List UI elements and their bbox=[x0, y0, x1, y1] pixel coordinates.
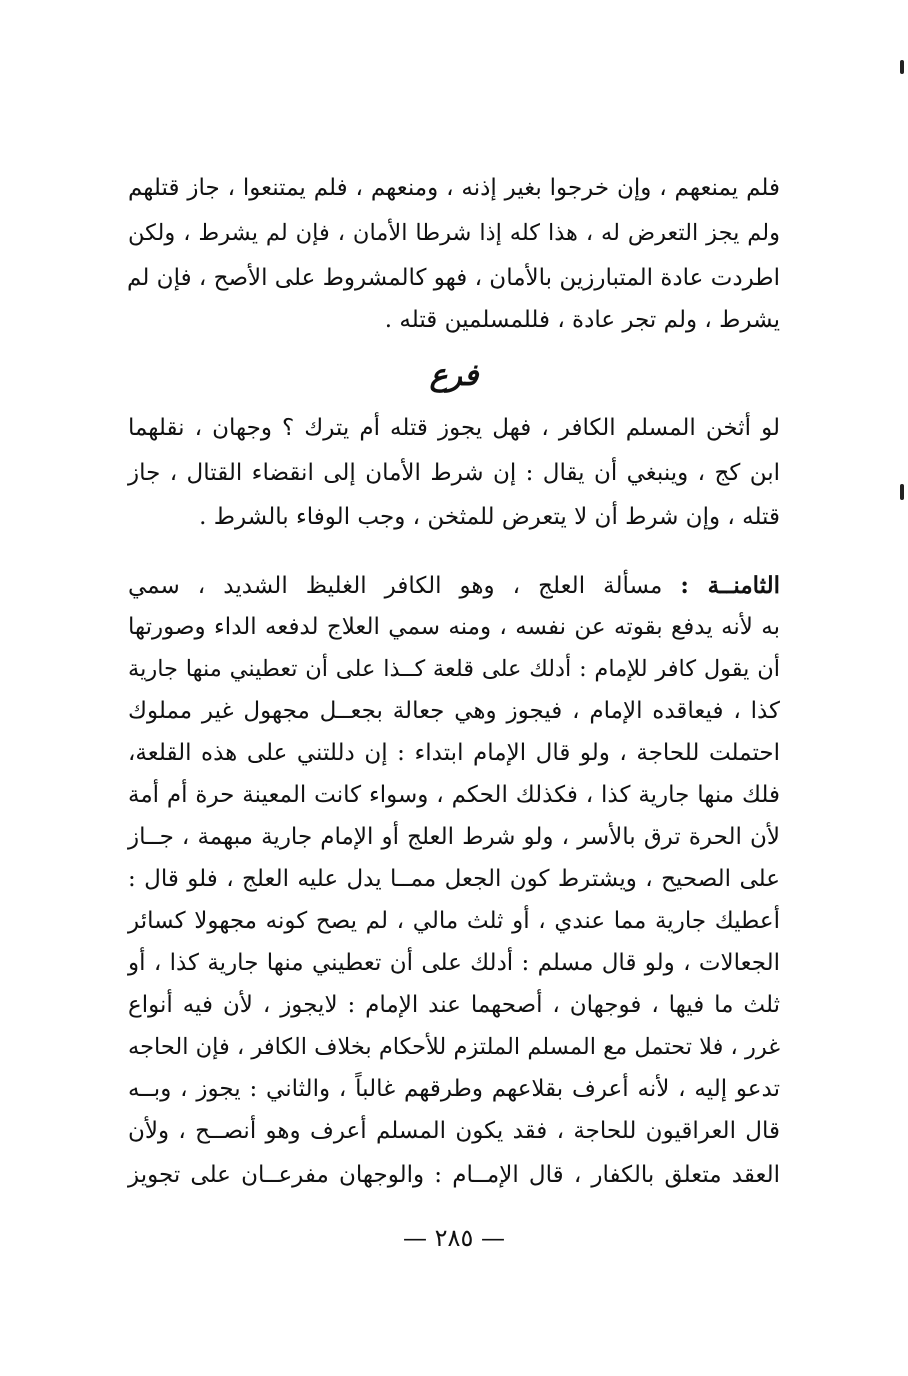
text-line: فلك منها جارية كذا ، فكذلك الحكم ، وسواء كانت المعينة حرة أم أمة bbox=[128, 782, 780, 808]
text-line: أن يقول كافر للإمام : أدلك على قلعة كــذا على أن تعطيني منها جارية bbox=[128, 656, 780, 682]
paragraph-lead-label: الثامنــة : bbox=[680, 572, 781, 599]
text-line: قال العراقيون للحاجة ، فقد يكون المسلم أعرف وهو أنصــح ، ولأن bbox=[128, 1118, 780, 1144]
text-line: العقد متعلق بالكفار ، قال الإمــام : والوجهان مفرعــان على تجويز bbox=[128, 1162, 780, 1188]
text-line: ثلث ما فيها ، فوجهان ، أصحهما عند الإمام : لايجوز ، لأن فيه أنواع bbox=[128, 992, 780, 1018]
text-line: ولم يجز التعرض له ، هذا كله إذا شرطا الأمان ، فإن لم يشرط ، ولكن bbox=[128, 220, 780, 246]
text-span: مسألة العلج ، وهو الكافر الغليظ الشديد ، سمي bbox=[128, 573, 681, 599]
page-number: — ٢٨٥ — bbox=[403, 1224, 505, 1252]
text-line: الجعالات ، ولو قال مسلم : أدلك على أن تعطيني منها جارية كذا ، أو bbox=[128, 950, 780, 976]
text-line: أعطيك جارية مما عندي ، أو ثلث مالي ، لم يصح كونه مجهولا كسائر bbox=[128, 908, 780, 934]
text-line: لأن الحرة ترق بالأسر ، ولو شرط العلج أو الإمام جارية مبهمة ، جــاز bbox=[128, 824, 780, 850]
margin-mark-top bbox=[900, 60, 904, 74]
text-line: غرر ، فلا تحتمل مع المسلم الملتزم للأحكام بخلاف الكافر ، فإن الحاجه bbox=[128, 1034, 780, 1060]
paragraph-first-line bbox=[128, 571, 780, 603]
text-line: ابن كج ، وينبغي أن يقال : إن شرط الأمان إلى انقضاء القتال ، جاز bbox=[128, 460, 780, 486]
text-line: قتله ، وإن شرط أن لا يتعرض للمثخن ، وجب الوفاء بالشرط . bbox=[199, 504, 780, 530]
text-line: احتملت للحاجة ، ولو قال الإمام ابتداء : إن دللتني على هذه القلعة، bbox=[128, 740, 780, 766]
text-line: تدعو إليه ، لأنه أعرف بقلاعهم وطرقهم غالباً ، والثاني : يجوز ، وبــه bbox=[128, 1076, 780, 1102]
margin-mark-middle bbox=[900, 484, 904, 500]
text-line: يشرط ، ولم تجر عادة ، فللمسلمين قتله . bbox=[384, 307, 780, 333]
text-line: اطردت عادة المتبارزين بالأمان ، فهو كالمشروط على الأصح ، فإن لم bbox=[127, 265, 780, 291]
text-line: على الصحيح ، ويشترط كون الجعل ممــا يدل عليه العلج ، فلو قال : bbox=[128, 866, 780, 892]
text-line: به لأنه يدفع بقوته عن نفسه ، ومنه سمي العلاج لدفعه الداء وصورتها bbox=[128, 614, 780, 640]
text-line: فلم يمنعهم ، وإن خرجوا بغير إذنه ، ومنعهم ، فلم يمتنعوا ، جاز قتلهم bbox=[128, 175, 780, 201]
text-line: لو أثخن المسلم الكافر ، فهل يجوز قتله أم يترك ؟ وجهان ، نقلهما bbox=[128, 415, 780, 441]
section-heading: فرع bbox=[429, 358, 479, 393]
text-line: كذا ، فيعاقده الإمام ، فيجوز وهي جعالة بجعــل مجهول غير مملوك bbox=[128, 698, 780, 724]
